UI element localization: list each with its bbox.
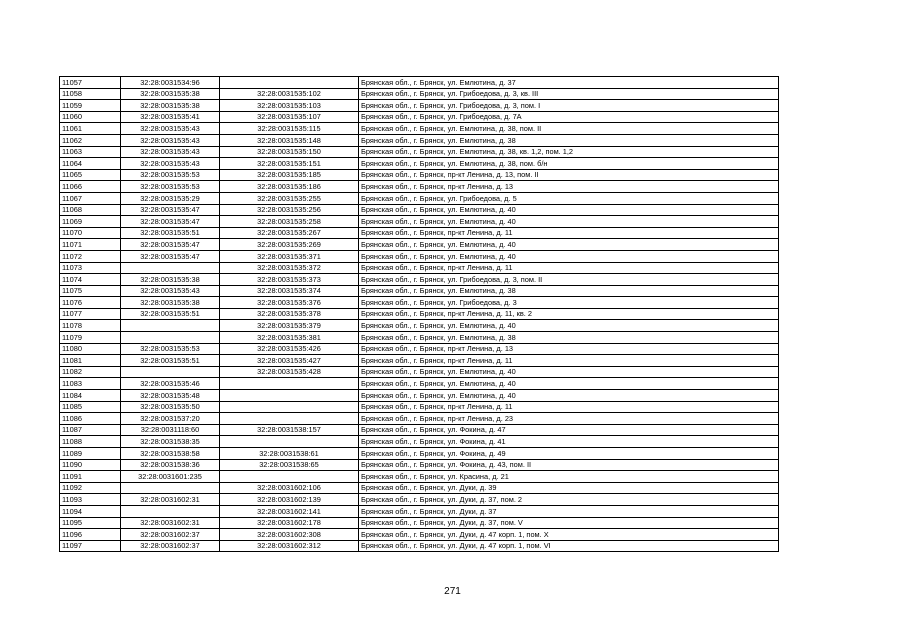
cadastral-number-cell: 32:28:0031535:38: [121, 88, 220, 100]
address-cell: Брянская обл., г. Брянск, ул. Емлютина, д. 40: [359, 378, 779, 390]
cadastral-number-cell: 32:28:0031535:47: [121, 204, 220, 216]
row-number-cell: 11062: [60, 134, 121, 146]
row-number-cell: 11085: [60, 401, 121, 413]
object-cadastral-number-cell: 32:28:0031535:151: [220, 158, 359, 170]
table-row: [60, 436, 779, 448]
cadastral-number-cell: [121, 366, 220, 378]
table-row: [60, 390, 779, 402]
address-cell: Брянская обл., г. Брянск, ул. Емлютина, д. 38: [359, 332, 779, 344]
object-cadastral-number-cell: 32:28:0031602:308: [220, 529, 359, 541]
row-number-cell: 11086: [60, 413, 121, 425]
address-cell: Брянская обл., г. Брянск, пр-кт Ленина, д. 11: [359, 401, 779, 413]
row-number-cell: 11057: [60, 77, 121, 89]
table-row: [60, 529, 779, 541]
cadastral-number-cell: 32:28:0031601:235: [121, 471, 220, 483]
page-number: 271: [444, 586, 461, 597]
row-number-cell: 11082: [60, 366, 121, 378]
object-cadastral-number-cell: [220, 401, 359, 413]
address-cell: Брянская обл., г. Брянск, ул. Емлютина, д. 40: [359, 216, 779, 228]
object-cadastral-number-cell: 32:28:0031602:312: [220, 540, 359, 552]
object-cadastral-number-cell: 32:28:0031602:106: [220, 482, 359, 494]
cadastral-number-cell: 32:28:0031535:43: [121, 146, 220, 158]
table-row: [60, 320, 779, 332]
object-cadastral-number-cell: [220, 77, 359, 89]
table-row: [60, 297, 779, 309]
table-row: [60, 332, 779, 344]
object-cadastral-number-cell: 32:28:0031535:426: [220, 343, 359, 355]
address-cell: Брянская обл., г. Брянск, ул. Грибоедова, д. 7А: [359, 111, 779, 123]
cadastral-number-cell: 32:28:0031535:43: [121, 158, 220, 170]
cadastral-number-cell: [121, 482, 220, 494]
row-number-cell: 11091: [60, 471, 121, 483]
table-row: [60, 134, 779, 146]
address-cell: Брянская обл., г. Брянск, ул. Емлютина, д. 38, пом. б/н: [359, 158, 779, 170]
object-cadastral-number-cell: 32:28:0031535:115: [220, 123, 359, 135]
address-cell: Брянская обл., г. Брянск, ул. Фокина, д. 43, пом. II: [359, 459, 779, 471]
table-row: [60, 459, 779, 471]
object-cadastral-number-cell: 32:28:0031535:376: [220, 297, 359, 309]
object-cadastral-number-cell: 32:28:0031535:374: [220, 285, 359, 297]
table-row: [60, 274, 779, 286]
cadastral-number-cell: [121, 332, 220, 344]
row-number-cell: 11083: [60, 378, 121, 390]
address-cell: Брянская обл., г. Брянск, ул. Емлютина, д. 40: [359, 320, 779, 332]
address-cell: Брянская обл., г. Брянск, пр-кт Ленина, д. 11: [359, 355, 779, 367]
table-row: [60, 88, 779, 100]
cadastral-number-cell: 32:28:0031535:47: [121, 216, 220, 228]
table-row: [60, 355, 779, 367]
row-number-cell: 11058: [60, 88, 121, 100]
cadastral-number-cell: 32:28:0031602:31: [121, 517, 220, 529]
address-cell: Брянская обл., г. Брянск, ул. Грибоедова, д. 3: [359, 297, 779, 309]
row-number-cell: 11075: [60, 285, 121, 297]
row-number-cell: 11078: [60, 320, 121, 332]
row-number-cell: 11071: [60, 239, 121, 251]
address-cell: Брянская обл., г. Брянск, ул. Дуки, д. 47 корп. 1, пом. X: [359, 529, 779, 541]
row-number-cell: 11077: [60, 308, 121, 320]
cadastral-number-cell: [121, 505, 220, 517]
row-number-cell: 11090: [60, 459, 121, 471]
table-row: [60, 192, 779, 204]
address-cell: Брянская обл., г. Брянск, ул. Грибоедова, д. 3, кв. III: [359, 88, 779, 100]
address-cell: Брянская обл., г. Брянск, ул. Грибоедова, д. 3, пом. I: [359, 100, 779, 112]
address-cell: Брянская обл., г. Брянск, пр-кт Ленина, д. 13: [359, 181, 779, 193]
cadastral-number-cell: 32:28:0031535:47: [121, 250, 220, 262]
cadastral-number-cell: [121, 320, 220, 332]
address-cell: Брянская обл., г. Брянск, ул. Емлютина, д. 40: [359, 204, 779, 216]
object-cadastral-number-cell: 32:28:0031535:185: [220, 169, 359, 181]
address-cell: Брянская обл., г. Брянск, пр-кт Ленина, д. 13, пом. II: [359, 169, 779, 181]
row-number-cell: 11061: [60, 123, 121, 135]
row-number-cell: 11092: [60, 482, 121, 494]
object-cadastral-number-cell: 32:28:0031535:256: [220, 204, 359, 216]
object-cadastral-number-cell: [220, 436, 359, 448]
row-number-cell: 11087: [60, 424, 121, 436]
cadastral-number-cell: 32:28:0031535:53: [121, 181, 220, 193]
property-registry-table: [59, 76, 779, 552]
object-cadastral-number-cell: 32:28:0031535:269: [220, 239, 359, 251]
object-cadastral-number-cell: 32:28:0031535:381: [220, 332, 359, 344]
row-number-cell: 11097: [60, 540, 121, 552]
cadastral-number-cell: 32:28:0031535:29: [121, 192, 220, 204]
address-cell: Брянская обл., г. Брянск, пр-кт Ленина, д. 11, кв. 2: [359, 308, 779, 320]
cadastral-number-cell: 32:28:0031535:38: [121, 274, 220, 286]
object-cadastral-number-cell: 32:28:0031538:157: [220, 424, 359, 436]
object-cadastral-number-cell: 32:28:0031535:427: [220, 355, 359, 367]
table-row: [60, 146, 779, 158]
cadastral-number-cell: 32:28:0031537:20: [121, 413, 220, 425]
row-number-cell: 11095: [60, 517, 121, 529]
address-cell: Брянская обл., г. Брянск, ул. Емлютина, д. 40: [359, 250, 779, 262]
cadastral-number-cell: 32:28:0031602:31: [121, 494, 220, 506]
table-row: [60, 204, 779, 216]
table-row: [60, 111, 779, 123]
object-cadastral-number-cell: [220, 471, 359, 483]
object-cadastral-number-cell: [220, 390, 359, 402]
cadastral-number-cell: 32:28:0031535:51: [121, 355, 220, 367]
address-cell: Брянская обл., г. Брянск, ул. Красина, д. 21: [359, 471, 779, 483]
cadastral-number-cell: 32:28:0031535:48: [121, 390, 220, 402]
table-row: [60, 250, 779, 262]
table-row: [60, 471, 779, 483]
object-cadastral-number-cell: 32:28:0031538:61: [220, 448, 359, 460]
cadastral-number-cell: 32:28:0031535:53: [121, 169, 220, 181]
table-row: [60, 366, 779, 378]
object-cadastral-number-cell: 32:28:0031535:148: [220, 134, 359, 146]
address-cell: Брянская обл., г. Брянск, ул. Дуки, д. 37: [359, 505, 779, 517]
address-cell: Брянская обл., г. Брянск, ул. Дуки, д. 47 корп. 1, пом. VI: [359, 540, 779, 552]
table-row: [60, 517, 779, 529]
row-number-cell: 11059: [60, 100, 121, 112]
cadastral-number-cell: 32:28:0031535:53: [121, 343, 220, 355]
object-cadastral-number-cell: 32:28:0031535:372: [220, 262, 359, 274]
address-cell: Брянская обл., г. Брянск, ул. Емлютина, д. 38, кв. 1,2, пом. 1,2: [359, 146, 779, 158]
object-cadastral-number-cell: 32:28:0031602:139: [220, 494, 359, 506]
address-cell: Брянская обл., г. Брянск, ул. Фокина, д. 49: [359, 448, 779, 460]
table-row: [60, 413, 779, 425]
object-cadastral-number-cell: 32:28:0031535:102: [220, 88, 359, 100]
row-number-cell: 11089: [60, 448, 121, 460]
address-cell: Брянская обл., г. Брянск, ул. Емлютина, д. 40: [359, 390, 779, 402]
cadastral-number-cell: 32:28:0031535:50: [121, 401, 220, 413]
row-number-cell: 11081: [60, 355, 121, 367]
row-number-cell: 11072: [60, 250, 121, 262]
table-row: [60, 505, 779, 517]
cadastral-number-cell: 32:28:0031535:43: [121, 123, 220, 135]
address-cell: Брянская обл., г. Брянск, ул. Грибоедова, д. 5: [359, 192, 779, 204]
address-cell: Брянская обл., г. Брянск, пр-кт Ленина, д. 13: [359, 343, 779, 355]
table-row: [60, 100, 779, 112]
address-cell: Брянская обл., г. Брянск, ул. Фокина, д. 47: [359, 424, 779, 436]
object-cadastral-number-cell: 32:28:0031535:373: [220, 274, 359, 286]
row-number-cell: 11068: [60, 204, 121, 216]
cadastral-number-cell: 32:28:0031535:43: [121, 134, 220, 146]
cadastral-number-cell: [121, 262, 220, 274]
cadastral-number-cell: 32:28:0031538:35: [121, 436, 220, 448]
object-cadastral-number-cell: 32:28:0031602:178: [220, 517, 359, 529]
address-cell: Брянская обл., г. Брянск, ул. Дуки, д. 39: [359, 482, 779, 494]
table-row: [60, 77, 779, 89]
object-cadastral-number-cell: 32:28:0031535:107: [220, 111, 359, 123]
address-cell: Брянская обл., г. Брянск, ул. Емлютина, д. 37: [359, 77, 779, 89]
address-cell: Брянская обл., г. Брянск, ул. Емлютина, д. 38: [359, 134, 779, 146]
row-number-cell: 11088: [60, 436, 121, 448]
table-row: [60, 181, 779, 193]
address-cell: Брянская обл., г. Брянск, пр-кт Ленина, д. 11: [359, 262, 779, 274]
address-cell: Брянская обл., г. Брянск, ул. Дуки, д. 37, пом. V: [359, 517, 779, 529]
object-cadastral-number-cell: 32:28:0031535:150: [220, 146, 359, 158]
address-cell: Брянская обл., г. Брянск, ул. Дуки, д. 37, пом. 2: [359, 494, 779, 506]
row-number-cell: 11096: [60, 529, 121, 541]
object-cadastral-number-cell: 32:28:0031535:371: [220, 250, 359, 262]
table-row: [60, 239, 779, 251]
object-cadastral-number-cell: 32:28:0031535:267: [220, 227, 359, 239]
row-number-cell: 11079: [60, 332, 121, 344]
object-cadastral-number-cell: 32:28:0031535:379: [220, 320, 359, 332]
table-row: [60, 227, 779, 239]
table-row: [60, 308, 779, 320]
row-number-cell: 11066: [60, 181, 121, 193]
table-row: [60, 158, 779, 170]
cadastral-number-cell: 32:28:0031534:96: [121, 77, 220, 89]
cadastral-number-cell: 32:28:0031538:36: [121, 459, 220, 471]
address-cell: Брянская обл., г. Брянск, ул. Фокина, д. 41: [359, 436, 779, 448]
address-cell: Брянская обл., г. Брянск, пр-кт Ленина, д. 11: [359, 227, 779, 239]
object-cadastral-number-cell: 32:28:0031535:258: [220, 216, 359, 228]
table-row: [60, 401, 779, 413]
table-row: [60, 285, 779, 297]
cadastral-number-cell: 32:28:0031535:51: [121, 227, 220, 239]
table-row: [60, 262, 779, 274]
row-number-cell: 11063: [60, 146, 121, 158]
cadastral-number-cell: 32:28:0031602:37: [121, 529, 220, 541]
cadastral-number-cell: 32:28:0031535:47: [121, 239, 220, 251]
row-number-cell: 11093: [60, 494, 121, 506]
table-row: [60, 540, 779, 552]
table-row: [60, 216, 779, 228]
row-number-cell: 11067: [60, 192, 121, 204]
object-cadastral-number-cell: [220, 413, 359, 425]
object-cadastral-number-cell: 32:28:0031535:103: [220, 100, 359, 112]
cadastral-number-cell: 32:28:0031535:41: [121, 111, 220, 123]
row-number-cell: 11076: [60, 297, 121, 309]
cadastral-number-cell: 32:28:0031535:38: [121, 297, 220, 309]
cadastral-number-cell: 32:28:0031535:43: [121, 285, 220, 297]
cadastral-number-cell: 32:28:0031538:58: [121, 448, 220, 460]
row-number-cell: 11080: [60, 343, 121, 355]
row-number-cell: 11065: [60, 169, 121, 181]
row-number-cell: 11074: [60, 274, 121, 286]
object-cadastral-number-cell: 32:28:0031535:255: [220, 192, 359, 204]
object-cadastral-number-cell: 32:28:0031602:141: [220, 505, 359, 517]
object-cadastral-number-cell: 32:28:0031535:428: [220, 366, 359, 378]
cadastral-number-cell: 32:28:0031602:37: [121, 540, 220, 552]
object-cadastral-number-cell: 32:28:0031535:378: [220, 308, 359, 320]
table-row: [60, 378, 779, 390]
table-body: [60, 77, 779, 552]
object-cadastral-number-cell: 32:28:0031538:65: [220, 459, 359, 471]
row-number-cell: 11073: [60, 262, 121, 274]
address-cell: Брянская обл., г. Брянск, пр-кт Ленина, д. 23: [359, 413, 779, 425]
row-number-cell: 11060: [60, 111, 121, 123]
table-row: [60, 494, 779, 506]
cadastral-number-cell: 32:28:0031118:60: [121, 424, 220, 436]
row-number-cell: 11070: [60, 227, 121, 239]
address-cell: Брянская обл., г. Брянск, ул. Грибоедова, д. 3, пом. II: [359, 274, 779, 286]
table-row: [60, 123, 779, 135]
address-cell: Брянская обл., г. Брянск, ул. Емлютина, д. 40: [359, 366, 779, 378]
row-number-cell: 11094: [60, 505, 121, 517]
row-number-cell: 11064: [60, 158, 121, 170]
cadastral-number-cell: 32:28:0031535:51: [121, 308, 220, 320]
table-row: [60, 448, 779, 460]
cadastral-number-cell: 32:28:0031535:46: [121, 378, 220, 390]
table-row: [60, 482, 779, 494]
address-cell: Брянская обл., г. Брянск, ул. Емлютина, д. 38: [359, 285, 779, 297]
object-cadastral-number-cell: 32:28:0031535:186: [220, 181, 359, 193]
address-cell: Брянская обл., г. Брянск, ул. Емлютина, д. 40: [359, 239, 779, 251]
address-cell: Брянская обл., г. Брянск, ул. Емлютина, д. 38, пом. II: [359, 123, 779, 135]
row-number-cell: 11084: [60, 390, 121, 402]
table-row: [60, 424, 779, 436]
table-row: [60, 169, 779, 181]
table-row: [60, 343, 779, 355]
cadastral-number-cell: 32:28:0031535:38: [121, 100, 220, 112]
row-number-cell: 11069: [60, 216, 121, 228]
object-cadastral-number-cell: [220, 378, 359, 390]
